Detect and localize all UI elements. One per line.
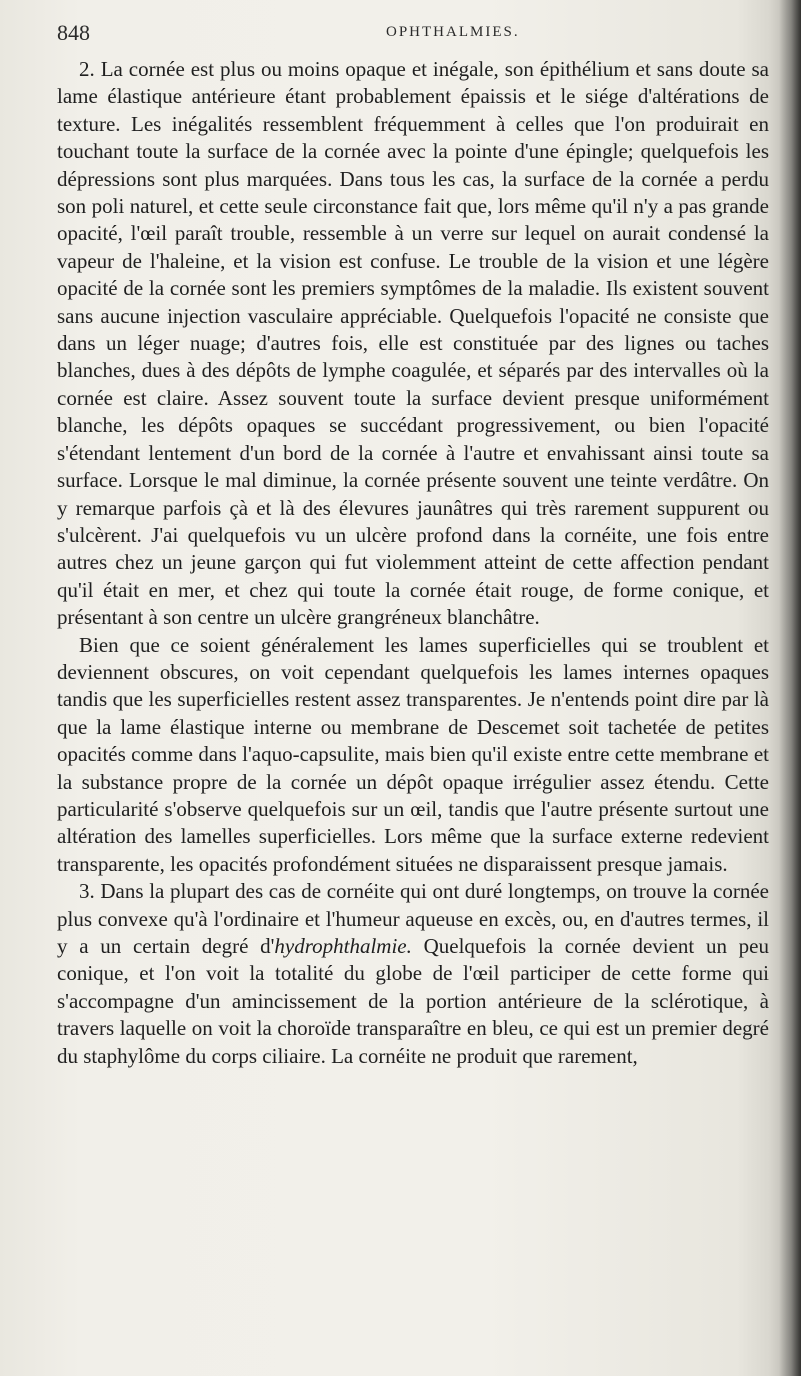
- page-edge-shadow: [779, 0, 801, 1376]
- paragraph-hydrophthalmia: [57, 878, 769, 1070]
- page-header: [57, 20, 757, 50]
- page-number: 848: [57, 20, 90, 45]
- body-text: [57, 56, 769, 1070]
- paragraph-hydrophthalmia-start: 3. Dans la plupart des cas de cornéite qui ont duré longtemps, on trouve la cornée plus convexe qu'à l'ordinaire et l'humeur aqueuse en excès, ou, en d'autres termes, il y a un certain degré d': [57, 879, 769, 958]
- term-hydrophthalmie: hydrophthalmie.: [274, 934, 412, 958]
- paragraph-hydrophthalmia-end: Quelquefois la cornée devient un peu conique, et l'on voit la totalité du globe de l'œil participer de cette forme qui s'accompagne d'un amincissement de la portion antérieure de la sclérotique, à travers laquelle on voit la choroïde transparaître en bleu, ce qui est un premier degré du staphylôme du corps ciliaire. La cornéite ne produit que rarement,: [57, 934, 769, 1068]
- paragraph-internal-lamellae: Bien que ce soient généralement les lames superficielles qui se troublent et deviennent obscures, on voit cependant quelquefois les lames internes opaques tandis que les superficielles restent assez transparentes. Je n'entends point dire par là que la lame élastique interne ou membrane de Descemet soit tachetée de petites opacités comme dans l'aquo-capsulite, mais bien qu'il existe entre cette membrane et la substance propre de la cornée un dépôt opaque irrégulier assez étendu. Cette particularité s'observe quelquefois sur un œil, tandis que l'autre présente surtout une altération des lamelles superficielles. Lors même que la surface externe redevient transparente, les opacités profondément situées ne disparaissent presque jamais.: [57, 632, 769, 876]
- running-head: OPHTHALMIES.: [386, 24, 520, 40]
- paragraph-corneal-opacity: 2. La cornée est plus ou moins opaque et inégale, son épithélium et sans doute sa lame élastique antérieure étant probablement épaissis et le siége d'altérations de texture. Les inégalités ressemblent fréquemment à celles que l'on produirait en touchant toute la surface de la cornée avec la pointe d'une épingle; quelquefois les dépressions sont plus marquées. Dans tous les cas, la surface de la cornée a perdu son poli naturel, et cette seule circonstance fait que, lors même qu'il n'y a pas grande opacité, l'œil paraît trouble, ressemble à un verre sur lequel on aurait condensé la vapeur de l'haleine, et la vision est confuse. Le trouble de la vision et une légère opacité de la cornée sont les premiers symptômes de la maladie. Ils existent souvent sans aucune injection vasculaire appréciable. Quelquefois l'opacité ne consiste que dans un léger nuage; d'autres fois, elle est constituée par des lignes ou taches blanches, dues à des dépôts de lymphe coagulée, et séparés par des intervalles où la cornée est claire. Assez souvent toute la surface devient presque uniformément blanche, les dépôts opaques se succédant progressivement, ou bien l'opacité s'étendant lentement d'un bord de la cornée à l'autre et envahissant ainsi toute sa surface. Lorsque le mal diminue, la cornée présente souvent une teinte verdâtre. On y remarque parfois çà et là des élevures jaunâtres qui très rarement suppurent ou s'ulcèrent. J'ai quelquefois vu un ulcère profond dans la cornéite, une fois entre autres chez un jeune garçon qui fut violemment atteint de cette affection pendant qu'il était en mer, et chez qui toute la cornée était rouge, de forme conique, et présentant à son centre un ulcère grangréneux blanchâtre.: [57, 57, 769, 630]
